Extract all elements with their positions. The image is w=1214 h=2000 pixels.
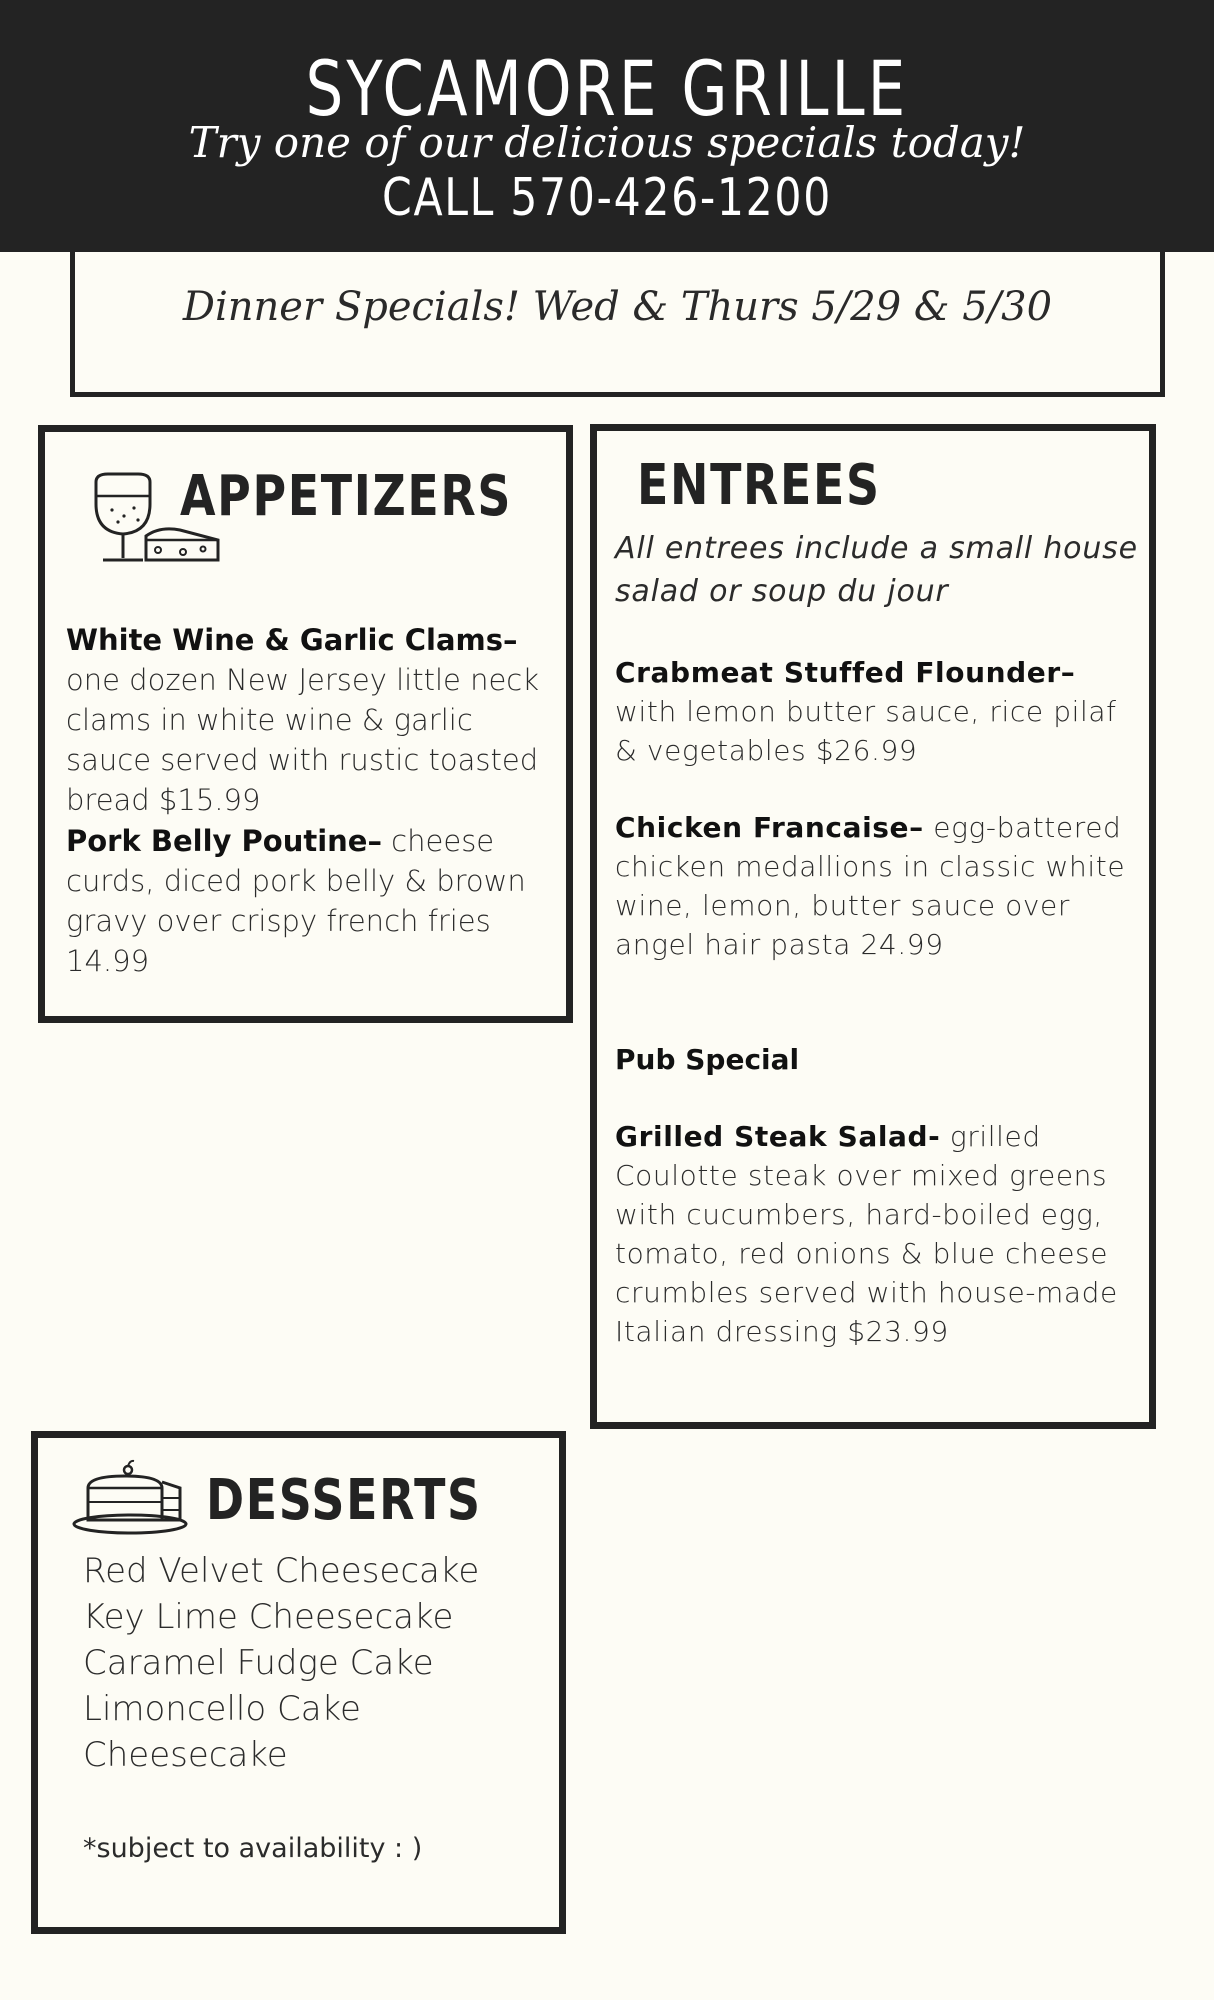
item-name: White Wine & Garlic Clams– — [66, 623, 518, 657]
entrees-title: ENTREES — [637, 453, 881, 518]
item-name: Pork Belly Poutine– — [66, 824, 382, 858]
entrees-note: All entrees include a small house salad or soup du jour — [615, 531, 1138, 609]
menu-item — [615, 653, 1145, 770]
item-description: with lemon butter sauce, rice pilaf & vegetables $26.99 — [615, 695, 1117, 767]
list-item: Cheesecake — [83, 1735, 288, 1775]
desserts-section — [31, 1431, 566, 1934]
entrees-section — [590, 424, 1156, 1429]
menu-item — [66, 620, 556, 820]
list-item: Key Lime Cheesecake — [83, 1597, 454, 1637]
phone-number[interactable]: CALL 570-426-1200 — [382, 168, 832, 228]
item-description: cheese curds, diced pork belly & brown gravy over crispy french fries 14.99 — [66, 824, 526, 978]
cake-icon — [70, 1458, 190, 1538]
desserts-title: DESSERTS — [206, 1468, 482, 1533]
item-description: egg-battered chicken medallions in classic white wine, lemon, butter sauce over angel hair pasta 24.99 — [615, 811, 1126, 961]
list-item: Red Velvet Cheesecake — [83, 1551, 480, 1591]
appetizers-section — [38, 425, 573, 1023]
menu-item — [615, 808, 1145, 964]
list-item: Caramel Fudge Cake — [83, 1643, 434, 1683]
item-name: Grilled Steak Salad- — [615, 1120, 941, 1153]
item-description: one dozen New Jersey little neck clams in white wine & garlic sauce served with rustic toasted bread $15.99 — [66, 663, 540, 817]
list-item: Limoncello Cake — [83, 1689, 361, 1729]
item-name: Chicken Francaise– — [615, 811, 924, 844]
specials-banner — [70, 252, 1165, 397]
specials-banner-text: Dinner Specials! Wed & Thurs 5/29 & 5/30 — [182, 284, 1053, 330]
appetizers-title: APPETIZERS — [180, 464, 513, 529]
menu-item — [66, 821, 556, 981]
availability-note: *subject to availability : ) — [83, 1833, 423, 1864]
menu-item — [615, 1117, 1145, 1351]
item-description: grilled Coulotte steak over mixed greens with cucumbers, hard-boiled egg, tomato, red onions & blue cheese crumbles served with house-made Italian dressing $23.99 — [615, 1120, 1118, 1348]
header — [0, 0, 1214, 252]
tagline: Try one of our delicious specials today! — [188, 118, 1026, 167]
item-name: Crabmeat Stuffed Flounder– — [615, 656, 1076, 689]
desserts-list — [83, 1548, 479, 1778]
pub-special-label: Pub Special — [615, 1043, 800, 1076]
restaurant-name: SYCAMORE GRILLE — [305, 44, 909, 133]
